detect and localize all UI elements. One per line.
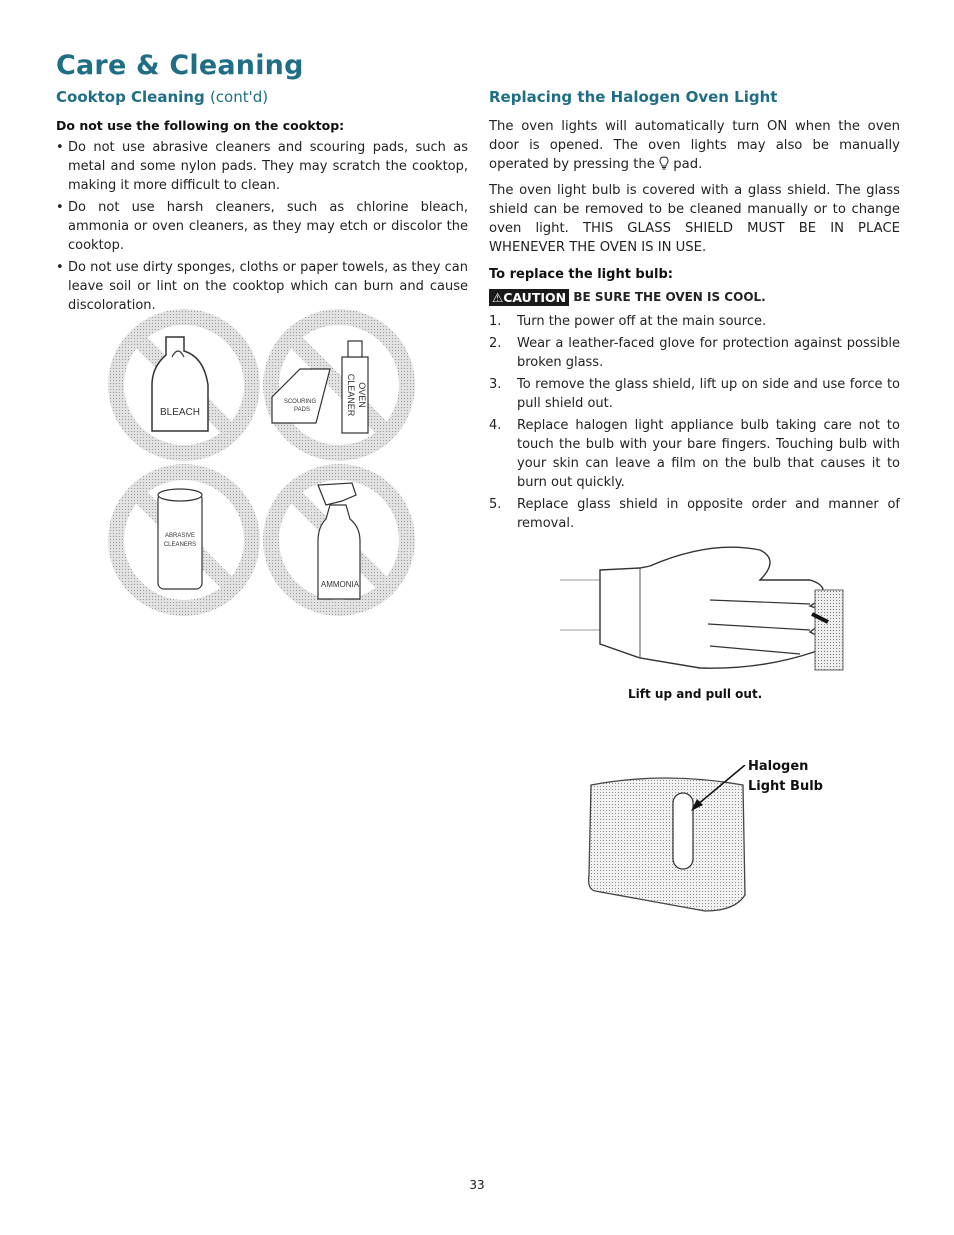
bullet-text: Do not use harsh cleaners, such as chlorine bleach, ammonia or oven cleaners, as they may etch or discolor the cooktop. — [68, 200, 468, 253]
caution-text: BE SURE THE OVEN IS COOL. — [573, 290, 766, 304]
step-number: 3. — [489, 377, 502, 392]
do-not-use-heading: Do not use the following on the cooktop: — [56, 118, 345, 133]
right-column — [489, 88, 900, 536]
list-item — [489, 495, 900, 533]
step-text: To remove the glass shield, lift up on side and use force to pull shield out. — [517, 377, 900, 411]
glove-caption: Lift up and pull out. — [628, 687, 763, 701]
scouring-label-2: PADS — [294, 407, 310, 413]
list-item — [489, 334, 900, 372]
list-item — [489, 312, 900, 331]
no-abrasive-cleaners-icon — [116, 472, 252, 608]
paragraph-text: The oven lights will automatically turn ON when the oven door is opened. The oven lights may also be manually operated by pressing the — [489, 119, 900, 172]
step-number: 4. — [489, 418, 502, 433]
page-number: 33 — [469, 1178, 485, 1192]
list-item — [489, 416, 900, 492]
caution-notice — [489, 288, 900, 307]
bullet-mark: • — [56, 200, 64, 215]
no-scouring-oven-cleaner-icon — [271, 317, 407, 453]
section-title: Cooktop Cleaning — [56, 88, 205, 106]
no-ammonia-icon — [271, 472, 407, 608]
bullet-text: Do not use abrasive cleaners and scouring pads, such as metal and some nylon pads. They may scratch the cooktop, making it more difficult to clean. — [68, 140, 468, 193]
prohibited-cleaners-illustration — [104, 305, 424, 625]
bulb-label-line-2: Light Bulb — [748, 779, 823, 794]
warning-triangle-icon: ⚠ — [492, 289, 504, 305]
paragraph-text: pad. — [673, 157, 703, 172]
list-item — [489, 375, 900, 413]
oven-lights-paragraph — [489, 117, 900, 174]
bulb-label-line-1: Halogen — [748, 759, 809, 774]
bullet-text: Do not use dirty sponges, cloths or paper towels, as they can leave soil or lint on the cooktop which can burn and cause discoloration. — [68, 260, 468, 313]
step-number: 5. — [489, 497, 502, 512]
list-item — [56, 138, 468, 195]
glove-illustration — [560, 540, 860, 680]
cooktop-cleaning-heading — [56, 88, 468, 106]
replacement-steps-list — [489, 312, 900, 533]
no-bleach-icon — [116, 317, 252, 453]
caution-badge — [489, 289, 569, 306]
halogen-bulb-illustration — [585, 765, 750, 915]
step-text: Replace glass shield in opposite order and manner of removal. — [517, 497, 900, 531]
list-item — [56, 198, 468, 255]
step-number: 1. — [489, 314, 502, 329]
caution-label: CAUTION — [503, 289, 567, 305]
oven-label-1: OVEN — [357, 382, 367, 408]
page-title: Care & Cleaning — [56, 50, 304, 81]
step-text: Wear a leather-faced glove for protection against possible broken glass. — [517, 336, 900, 370]
scouring-label-1: SCOURING — [283, 399, 317, 405]
abrasive-label-1: ABRASIVE — [164, 533, 196, 539]
cooktop-warnings-list — [56, 138, 468, 315]
step-text: Turn the power off at the main source. — [517, 314, 767, 329]
ammonia-label: AMMONIA — [320, 580, 360, 589]
halogen-bulb-label — [748, 757, 823, 797]
step-text: Replace halogen light appliance bulb taking care not to touch the bulb with your bare fingers. Touching bulb with your skin can leave a film on the bulb that causes it to burn out quickly. — [517, 418, 900, 490]
left-column — [56, 88, 468, 318]
bullet-mark: • — [56, 140, 64, 155]
bleach-label: BLEACH — [159, 407, 201, 418]
glass-shield-paragraph: The oven light bulb is covered with a glass shield. The glass shield can be removed to be cleaned manually or to change oven light. THIS GLASS SHIELD MUST BE IN PLACE WHENEVER THE OVEN IS IN USE. — [489, 183, 900, 255]
bullet-mark: • — [56, 260, 64, 275]
section-title-suffix: (cont'd) — [209, 88, 269, 106]
step-number: 2. — [489, 336, 502, 351]
replace-bulb-heading: To replace the light bulb: — [489, 267, 673, 282]
halogen-light-heading: Replacing the Halogen Oven Light — [489, 88, 778, 106]
light-bulb-icon — [659, 156, 669, 170]
abrasive-label-2: CLEANERS — [163, 542, 197, 548]
oven-label-2: CLEANER — [346, 373, 356, 417]
